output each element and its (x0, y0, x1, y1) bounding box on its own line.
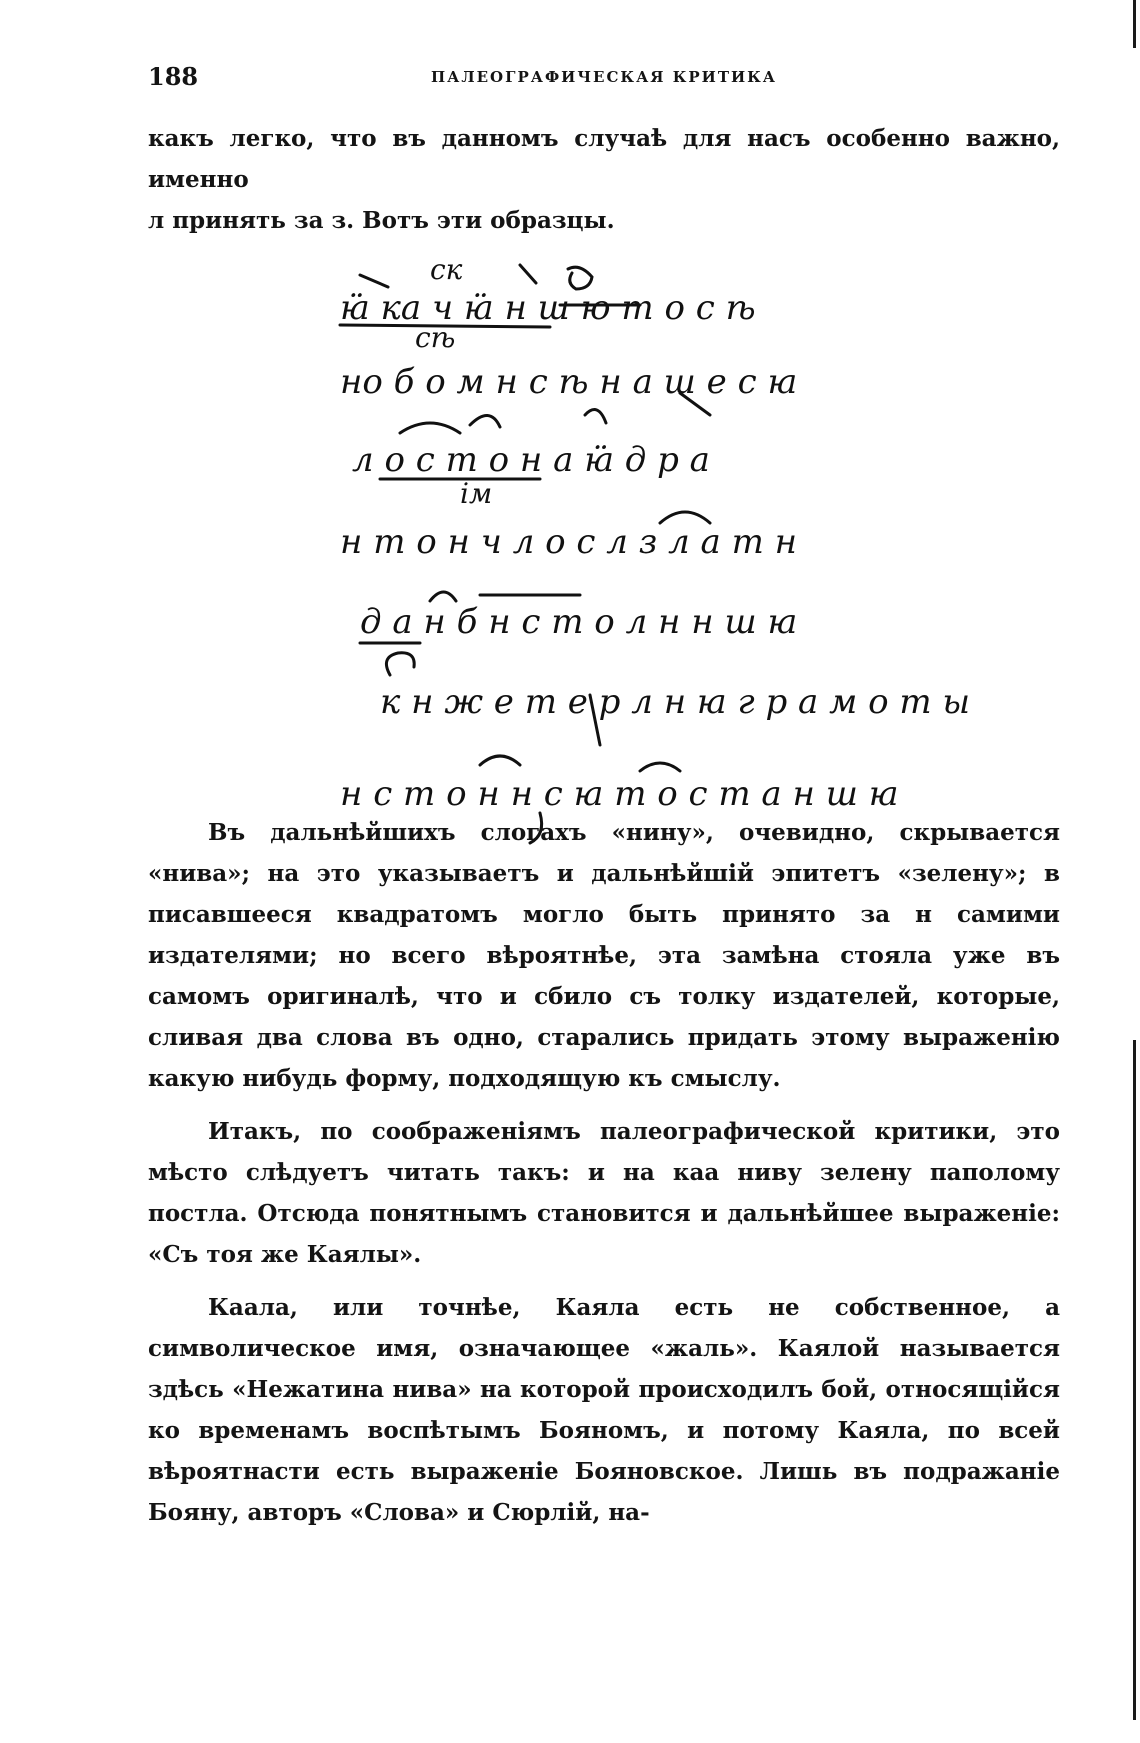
intro-text (148, 118, 1060, 241)
manuscript-line: л о с т о н а ꙗ̈ д р а (352, 440, 710, 480)
paragraph: Въ дальнѣйшихъ слогахъ «нину», очевидно, скрывается «нива»; на это указываетъ и дальнѣйшій эпитетъ «зелену»; в писавшееся квадратомъ могло быть принято за н самими издателями; но всего вѣроятнѣе, эта замѣна стояла уже въ самомъ оригиналѣ, что и сбило съ толку издателей, которые, сливая два слова въ одно, старались придать этому выраженію какую нибудь форму, подходящую къ смыслу. (148, 819, 1060, 1092)
titlo-arc (386, 653, 414, 675)
superscript-letter: сѣ (415, 321, 456, 354)
page-header (148, 62, 1060, 96)
manuscript-line: к н ж е т е р л н ꙗ г р а м о т ы (380, 682, 971, 722)
titlo-mark (360, 275, 388, 287)
manuscript-sample (340, 253, 971, 865)
page-number: 188 (148, 62, 199, 91)
titlo-line (430, 592, 580, 601)
manuscript-line: ꙗ̈ ка ч ꙗ̈ н ш ю т о с ѣ (340, 288, 756, 328)
page-edge-rule (1133, 1040, 1136, 1720)
superscript-letter: ім (460, 477, 493, 510)
titlo-arc (480, 756, 680, 771)
manuscript-line: но б о м н с ѣ н а ш е с ꙗ (340, 362, 798, 402)
paragraph: Каала, или точнѣе, Каяла есть не собственное, а символическое имя, означающее «жаль». Каялой называется здѣсь «Нежатина нива» на которой происходилъ бой, относящійся ко временамъ воспѣтымъ Бояномъ, и потому Каяла, по всей вѣроятнасти есть выраженіе Бояновское. Лишь въ подражаніе Бояну, авторъ «Слова» и Сюрлій, на- (148, 1294, 1060, 1526)
manuscript-line: н т о н ч л о с л з л а т н (340, 522, 798, 562)
page-edge-rule (1133, 0, 1136, 48)
superscript-letter: ск (430, 253, 463, 286)
superscript-letter (568, 267, 592, 289)
manuscript-line: д а н б н с т о л н н ш ꙗ (360, 602, 798, 642)
intro-line: л принять за з. Вотъ эти образцы. (148, 207, 615, 234)
running-title: ПАЛЕОГРАФИЧЕСКАЯ КРИТИКА (430, 68, 778, 86)
manuscript-line: н с т о н н с ꙗ т о с т а н ш ꙗ (340, 774, 899, 814)
titlo-mark (520, 265, 536, 283)
titlo-arc (400, 410, 606, 433)
body-text (148, 812, 1060, 1533)
manuscript-illustration (340, 253, 971, 865)
paragraph: Итакъ, по соображеніямъ палеографической критики, это мѣсто слѣдуетъ читать такъ: и на каа ниву зелену паполому постла. Отсюда понятнымъ становится и дальнѣйшее выраженіе: «Съ тоя же Каялы». (148, 1118, 1060, 1268)
intro-line: какъ легко, что въ данномъ случаѣ для насъ особенно важно, именно (148, 125, 1060, 193)
